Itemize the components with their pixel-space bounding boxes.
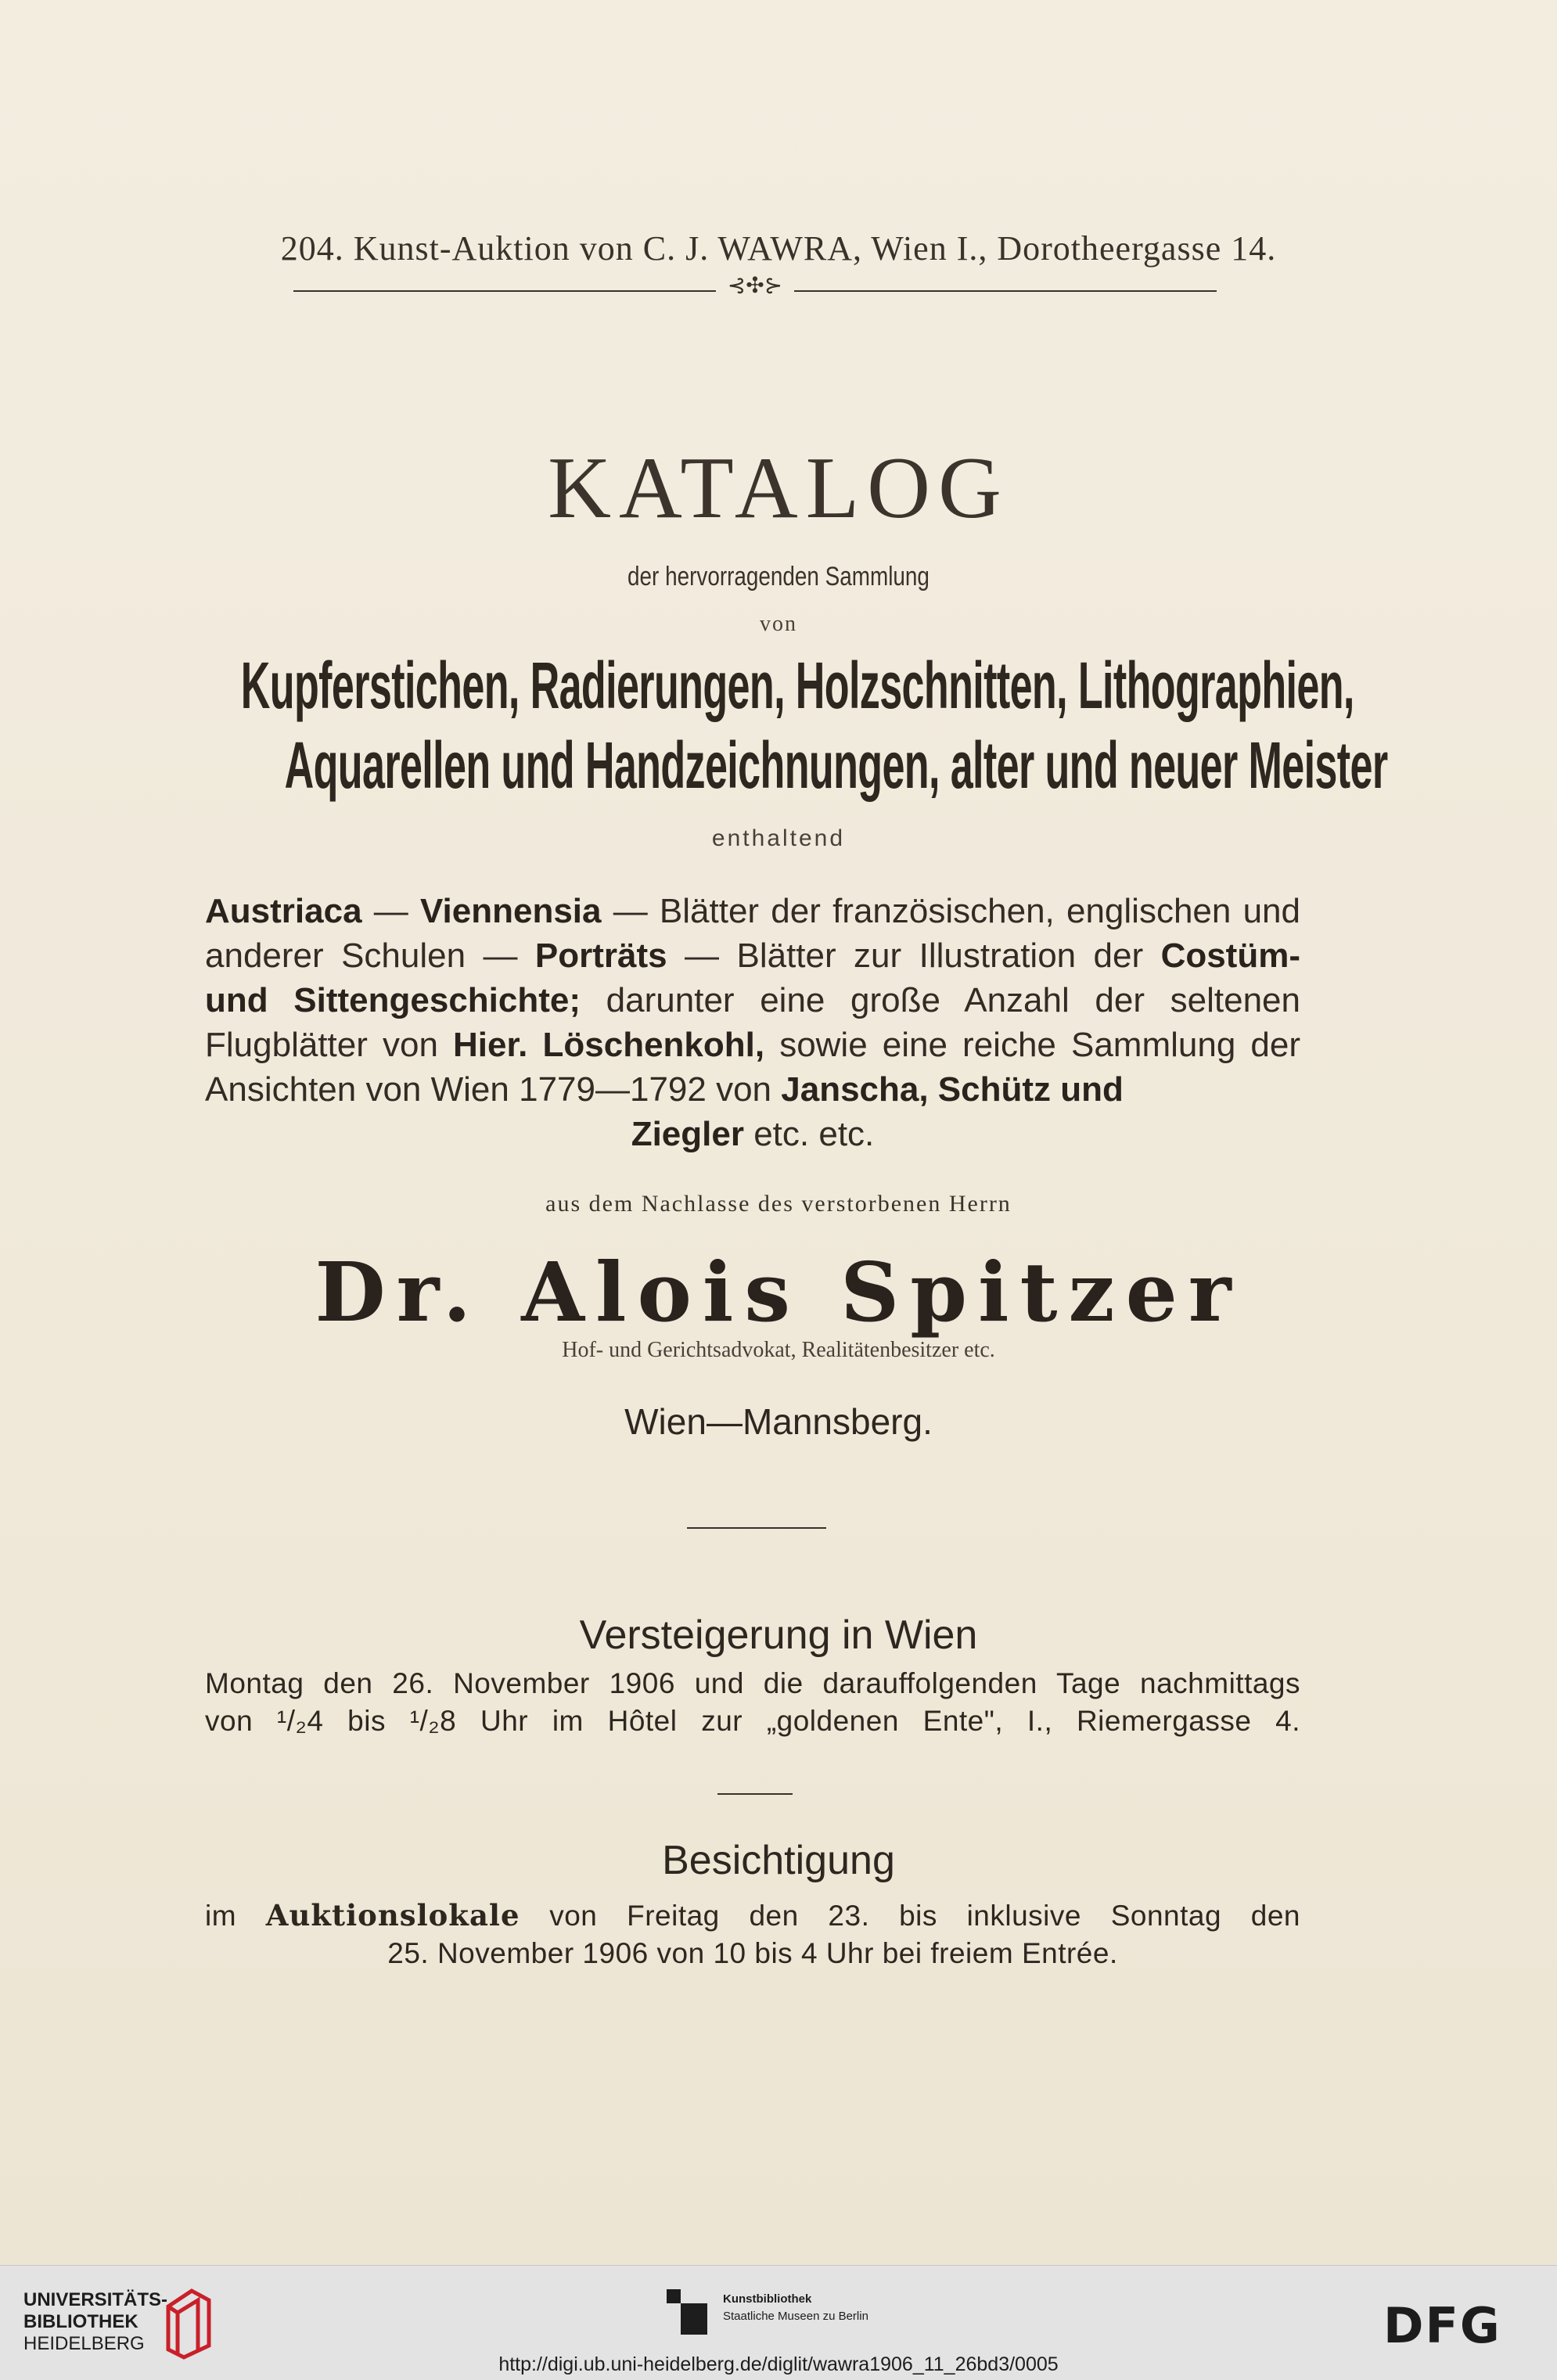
- term-austriaca: Austriaca: [205, 892, 362, 930]
- collector-name: Dr. Alois Spitzer: [315, 1244, 1242, 1340]
- auktionslokale-term: Auktionslokale: [265, 1898, 520, 1932]
- estate-line: aus dem Nachlasse des verstorbenen Herrn: [545, 1191, 1012, 1217]
- term-loeschenkohl: Hier. Löschenkohl,: [453, 1026, 765, 1064]
- viewing-line-1: im Auktionslokale von Freitag den 23. bis inklusive Sonntag den: [205, 1898, 1300, 1932]
- auction-details: [205, 1665, 1300, 1740]
- ornament-icon: ⊰✣⊱: [727, 274, 783, 298]
- viewing-heading: Besichtigung: [662, 1838, 895, 1883]
- header-ornament-rule: [293, 274, 1217, 299]
- catalog-title: KATALOG: [548, 440, 1009, 537]
- dfg-logo[interactable]: DFG: [1383, 2297, 1501, 2354]
- auction-line-1: Montag den 26. November 1906 und die darauffolgenden Tage nachmittags: [205, 1667, 1300, 1699]
- ub-heidelberg-logo-text[interactable]: UNIVERSITÄTS- BIBLIOTHEK HEIDELBERG: [23, 2289, 168, 2354]
- main-heading-line-2: Aquarellen und Handzeichnungen, alter und neuer Meister: [284, 728, 1388, 802]
- term-janscha: Janscha, Schütz und: [781, 1070, 1124, 1109]
- enthaltend-word: enthaltend: [711, 825, 846, 851]
- divider-rule-small: [717, 1793, 793, 1795]
- term-viennensia: Viennensia: [419, 892, 602, 930]
- term-costuem: Costüm- und Sittengeschichte;: [205, 937, 1300, 1019]
- collector-profession: Hof- und Gerichtsadvokat, Realitätenbesitzer etc.: [562, 1338, 995, 1362]
- auction-header: 204. Kunst-Auktion von C. J. WAWRA, Wien I., Dorotheergasse 14.: [280, 229, 1277, 268]
- collector-location: Wien—Mannsberg.: [624, 1401, 933, 1442]
- auction-heading: Versteigerung in Wien: [579, 1612, 978, 1658]
- rule-right: [794, 290, 1217, 292]
- paragraph-last-line: Ziegler etc. etc.: [631, 1115, 875, 1153]
- permalink-url[interactable]: http://digi.ub.uni-heidelberg.de/diglit/wawra1906_11_26bd3/0005: [498, 2353, 1059, 2375]
- kunstbibliothek-label[interactable]: Kunstbibliothek Staatliche Museen zu Berlin: [723, 2292, 868, 2323]
- viewing-details: [205, 1896, 1300, 1972]
- viewing-line-2: 25. November 1906 von 10 bis 4 Uhr bei freiem Entrée.: [387, 1937, 1118, 1969]
- main-heading-line-1: Kupferstichen, Radierungen, Holzschnitten, Lithographien,: [240, 649, 1354, 722]
- digitization-footer: [0, 2265, 1557, 2380]
- ub-heidelberg-logo-icon[interactable]: [160, 2283, 215, 2361]
- auction-line-2: von ¹/₂4 bis ¹/₂8 Uhr im Hôtel zur „goldenen Ente", I., Riemergasse 4.: [205, 1705, 1301, 1737]
- collection-subtitle: der hervorragenden Sammlung: [627, 562, 930, 591]
- rule-left: [293, 290, 716, 292]
- kunstbibliothek-logo-icon[interactable]: [667, 2289, 707, 2335]
- divider-rule: [687, 1527, 826, 1529]
- term-ziegler: Ziegler: [631, 1115, 744, 1153]
- von-word: von: [760, 612, 797, 636]
- term-portraets: Porträts: [534, 937, 667, 975]
- contents-paragraph: Austriaca — Viennensia — Blätter der französischen, englischen und anderer Schulen — Porträts — Blätter zur Illustration der Costüm- und Sittengeschichte; darunter eine große Anzahl der seltenen Flugblätter von Hier. Löschenkohl, sowie eine reiche Sammlung der Ansichten von Wien 1779—1792 von Janscha, Schütz und Ziegler etc. etc.: [205, 889, 1300, 1156]
